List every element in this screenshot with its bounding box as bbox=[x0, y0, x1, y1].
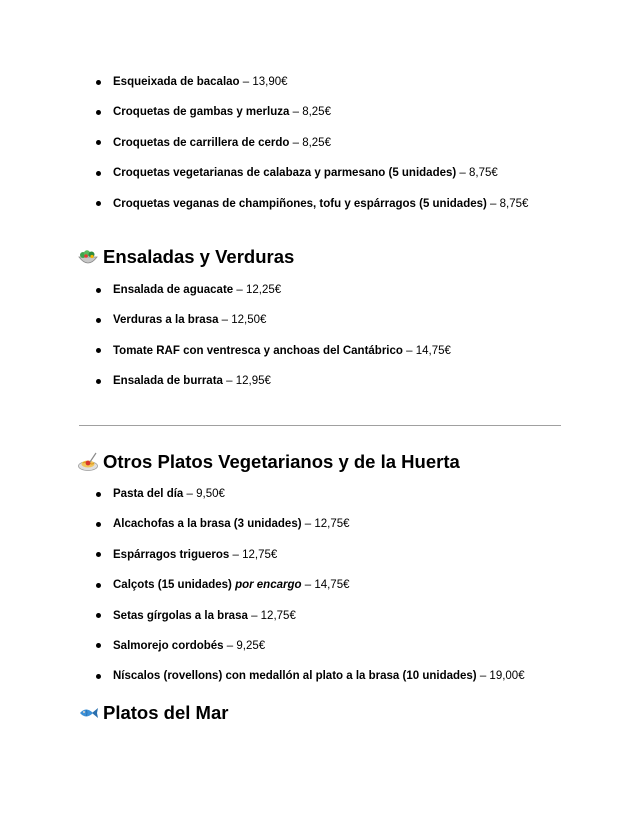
fish-icon bbox=[77, 702, 99, 724]
item-name: Croquetas de gambas y merluza bbox=[113, 106, 290, 119]
bullet-icon bbox=[93, 102, 103, 122]
item-name: Setas gírgolas a la brasa bbox=[113, 609, 248, 622]
item-name: Croquetas vegetarianas de calabaza y parmesano (5 unidades) bbox=[113, 167, 457, 180]
list-item bbox=[0, 545, 525, 565]
list-item bbox=[0, 514, 525, 534]
section-heading-otros bbox=[77, 449, 460, 475]
bullet-icon bbox=[93, 163, 103, 183]
list-item bbox=[0, 636, 525, 656]
section-title: Ensaladas y Verduras bbox=[103, 246, 295, 267]
item-name: Calçots (15 unidades) bbox=[113, 579, 236, 592]
item-name: Níscalos (rovellons) con medallón al plato a la brasa (10 unidades) bbox=[113, 670, 477, 683]
item-name: Salmorejo cordobés bbox=[113, 639, 224, 652]
bullet-icon bbox=[93, 310, 103, 330]
list-item bbox=[0, 133, 528, 153]
list-item bbox=[0, 606, 525, 626]
list-item bbox=[0, 280, 451, 300]
bullet-icon bbox=[93, 545, 103, 565]
bullet-icon bbox=[93, 194, 103, 214]
item-name: Croquetas de carrillera de cerdo bbox=[113, 136, 290, 149]
list-item bbox=[0, 310, 451, 330]
item-price: – 8,25€ bbox=[289, 106, 331, 119]
salad-bowl-icon bbox=[77, 246, 99, 268]
section-title: Otros Platos Vegetarianos y de la Huerta bbox=[103, 451, 460, 472]
item-price: – 12,25€ bbox=[233, 284, 282, 296]
section-heading-ensaladas bbox=[77, 244, 294, 270]
item-price: – 14,75€ bbox=[301, 579, 350, 592]
item-note: por encargo bbox=[235, 579, 302, 592]
item-name: Ensalada de burrata bbox=[113, 375, 223, 388]
list-item bbox=[0, 72, 528, 92]
bullet-icon bbox=[93, 606, 103, 626]
item-price: – 14,75€ bbox=[402, 344, 451, 357]
list-item bbox=[0, 575, 525, 595]
bullet-icon bbox=[93, 575, 103, 595]
item-price: – 12,50€ bbox=[218, 314, 267, 327]
spaghetti-icon bbox=[77, 451, 99, 473]
list-item bbox=[0, 102, 528, 122]
item-price: – 12,75€ bbox=[229, 548, 278, 561]
section-heading-mar bbox=[77, 700, 228, 726]
item-price: – 12,75€ bbox=[247, 609, 296, 622]
item-name: Espárragos trigueros bbox=[113, 548, 230, 561]
bullet-icon bbox=[93, 514, 103, 534]
list-item bbox=[0, 194, 528, 214]
bullet-icon bbox=[93, 280, 103, 300]
item-name: Alcachofas a la brasa (3 unidades) bbox=[113, 518, 302, 531]
section-title: Platos del Mar bbox=[103, 702, 229, 723]
ensaladas-list bbox=[0, 280, 451, 402]
item-price: – 8,75€ bbox=[456, 167, 498, 180]
list-item bbox=[0, 484, 525, 504]
item-name: Verduras a la brasa bbox=[113, 314, 219, 327]
otros-list bbox=[0, 484, 525, 697]
item-price: – 13,90€ bbox=[239, 76, 288, 88]
list-item bbox=[0, 666, 525, 686]
list-item bbox=[0, 163, 528, 183]
item-price: – 9,25€ bbox=[223, 639, 266, 652]
item-name: Esqueixada de bacalao bbox=[113, 76, 240, 88]
item-price: – 9,50€ bbox=[183, 488, 225, 500]
item-price: – 8,25€ bbox=[289, 136, 331, 149]
item-price: – 12,75€ bbox=[301, 518, 350, 531]
bullet-icon bbox=[93, 484, 103, 504]
item-price: – 8,75€ bbox=[486, 197, 529, 210]
item-price: – 19,00€ bbox=[476, 670, 525, 683]
item-name: Pasta del día bbox=[113, 488, 184, 500]
bullet-icon bbox=[93, 666, 103, 686]
bullet-icon bbox=[93, 341, 103, 361]
item-name: Ensalada de aguacate bbox=[113, 284, 234, 296]
item-name: Tomate RAF con ventresca y anchoas del Cantábrico bbox=[113, 344, 403, 357]
item-name: Croquetas veganas de champiñones, tofu y espárragos (5 unidades) bbox=[113, 197, 487, 210]
list-item bbox=[0, 371, 451, 391]
bullet-icon bbox=[93, 636, 103, 656]
item-price: – 12,95€ bbox=[222, 375, 271, 388]
bullet-icon bbox=[93, 133, 103, 153]
bullet-icon bbox=[93, 371, 103, 391]
list-item bbox=[0, 341, 451, 361]
bullet-icon bbox=[93, 72, 103, 92]
starters-list bbox=[0, 72, 528, 224]
divider bbox=[79, 425, 561, 426]
